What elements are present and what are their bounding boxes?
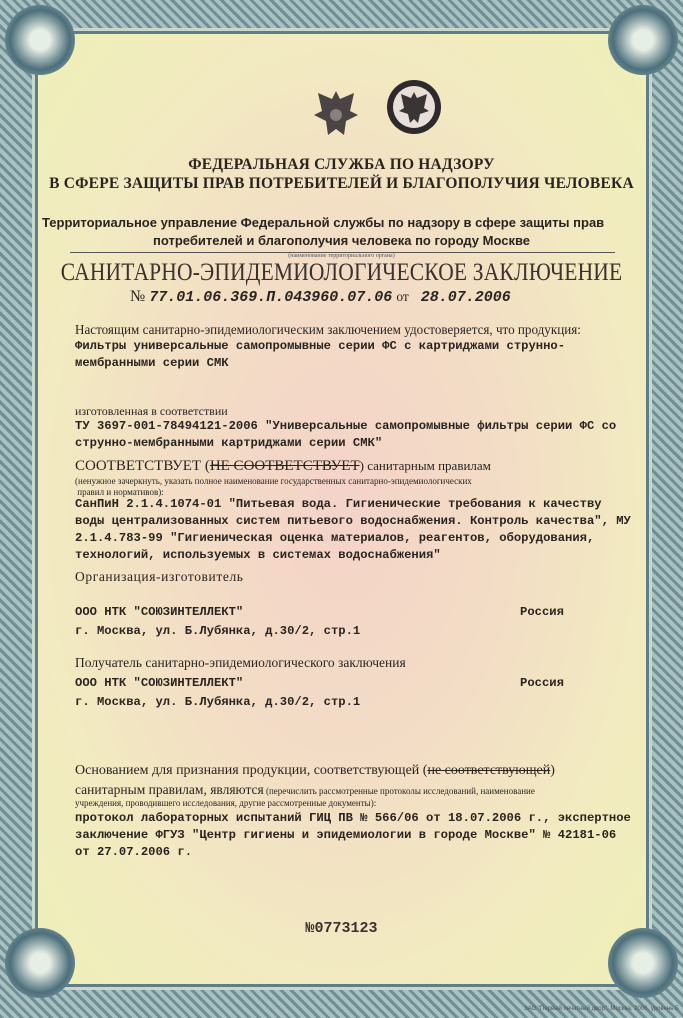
corner-ornament [608, 5, 678, 75]
conformity-note2: правил и нормативов): [75, 487, 164, 497]
struck-not-conforms: НЕ СООТВЕТСТВУЕТ [209, 458, 360, 474]
rules-line: СанПиН 2.1.4.1074-01 "Питьевая вода. Гигиенические требования к качеству [75, 497, 602, 511]
basis-statement [75, 763, 555, 779]
conforms-rules-text: ) санитарным правилам [359, 458, 491, 473]
spec-line2: струнно-мембранными картриджами серии СМК" [75, 436, 383, 450]
form-serial-number: №0773123 [305, 920, 378, 937]
basis-line: заключение ФГУЗ "Центр гигиены и эпидемиологии в городе Москве" № 42181-06 [75, 828, 617, 842]
basis-close: ) [550, 763, 555, 778]
recipient-name: ООО НТК "СОЮЗИНТЕЛЛЕКТ" [75, 676, 244, 690]
date-prefix: от [396, 289, 409, 304]
printer-imprint: ЗАО "Первый печатный двор", Москва, 2006, уровень Б [524, 1006, 679, 1012]
document-number: 77.01.06.369.П.043960.07.06 [149, 289, 393, 306]
agency-name-line2: В СФЕРЕ ЗАЩИТЫ ПРАВ ПОТРЕБИТЕЛЕЙ И БЛАГОПОЛУЧИЯ ЧЕЛОВЕКА [49, 175, 634, 192]
spec-line1: ТУ 3697-001-78494121-2006 "Универсальные самопромывные фильтры серии ФС со [75, 419, 617, 433]
rules-line: воды централизованных систем питьевого водоснабжения. Контроль качества", МУ [75, 514, 631, 528]
territorial-office-line2: потребителей и благополучия человека по городу Москве [152, 233, 531, 248]
basis-line2-text: санитарным правилам, являются [75, 782, 264, 797]
product-line1: Фильтры универсальные самопромывные серии ФС с картриджами струнно- [75, 339, 566, 353]
basis-text: Основанием для признания продукции, соответствующей ( [75, 763, 428, 778]
basis-line: протокол лабораторных испытаний ГИЦ ПВ № 566/06 от 18.07.2006 г., экспертное [75, 811, 631, 825]
number-sign: № [130, 288, 146, 305]
document-date: 28.07.2006 [420, 289, 511, 306]
agency-name-line1: ФЕДЕРАЛЬНАЯ СЛУЖБА ПО НАДЗОРУ [188, 156, 495, 173]
russian-coat-of-arms-icon [310, 85, 362, 141]
conformity-note1: (ненужное зачеркнуть, указать полное наименование государственных санитарно-эпидемиологических [75, 476, 472, 486]
manufacturer-address: г. Москва, ул. Б.Лубянка, д.30/2, стр.1 [75, 624, 361, 638]
recipient-country: Россия [520, 676, 564, 690]
basis-line2 [75, 781, 535, 799]
document-number-line [130, 288, 511, 306]
basis-line: от 27.07.2006 г. [75, 845, 193, 859]
basis-note2: учреждения, проводившего исследования, другие рассмотренные документы): [75, 798, 377, 808]
recipient-address: г. Москва, ул. Б.Лубянка, д.30/2, стр.1 [75, 695, 361, 709]
intro-text: Настоящим санитарно-эпидемиологическим заключением удостоверяется, что продукция: [75, 322, 581, 337]
manufacturer-name: ООО НТК "СОЮЗИНТЕЛЛЕКТ" [75, 605, 244, 619]
rules-line: технологий, используемых в системах водоснабжения" [75, 548, 441, 562]
made-label: изготовленная в соответствии [75, 404, 228, 418]
rospotrebnadzor-emblem-icon [385, 78, 443, 136]
corner-ornament [608, 928, 678, 998]
rules-line: 2.1.4.783-99 "Гигиеническая оценка материалов, реагентов, оборудования, [75, 531, 595, 545]
corner-ornament [5, 928, 75, 998]
territorial-caption: (наименование территориального органа) [288, 253, 395, 259]
manufacturer-country: Россия [520, 605, 564, 619]
conforms-text: СООТВЕТСТВУЕТ ( [75, 458, 210, 474]
manufacturer-label: Организация-изготовитель [75, 569, 244, 584]
conformity-statement [75, 458, 491, 475]
basis-note1: (перечислить рассмотренные протоколы исследований, наименование [263, 786, 535, 796]
product-line2: мембранными серии СМК [75, 356, 229, 370]
document-title: САНИТАРНО-ЭПИДЕМИОЛОГИЧЕСКОЕ ЗАКЛЮЧЕНИЕ [60, 259, 623, 286]
territorial-office-line1: Территориальное управление Федеральной службы по надзору в сфере защиты прав [42, 215, 605, 230]
struck-not-conforming: не соответствующей [427, 763, 551, 778]
recipient-label: Получатель санитарно-эпидемиологического заключения [75, 655, 406, 670]
corner-ornament [5, 5, 75, 75]
